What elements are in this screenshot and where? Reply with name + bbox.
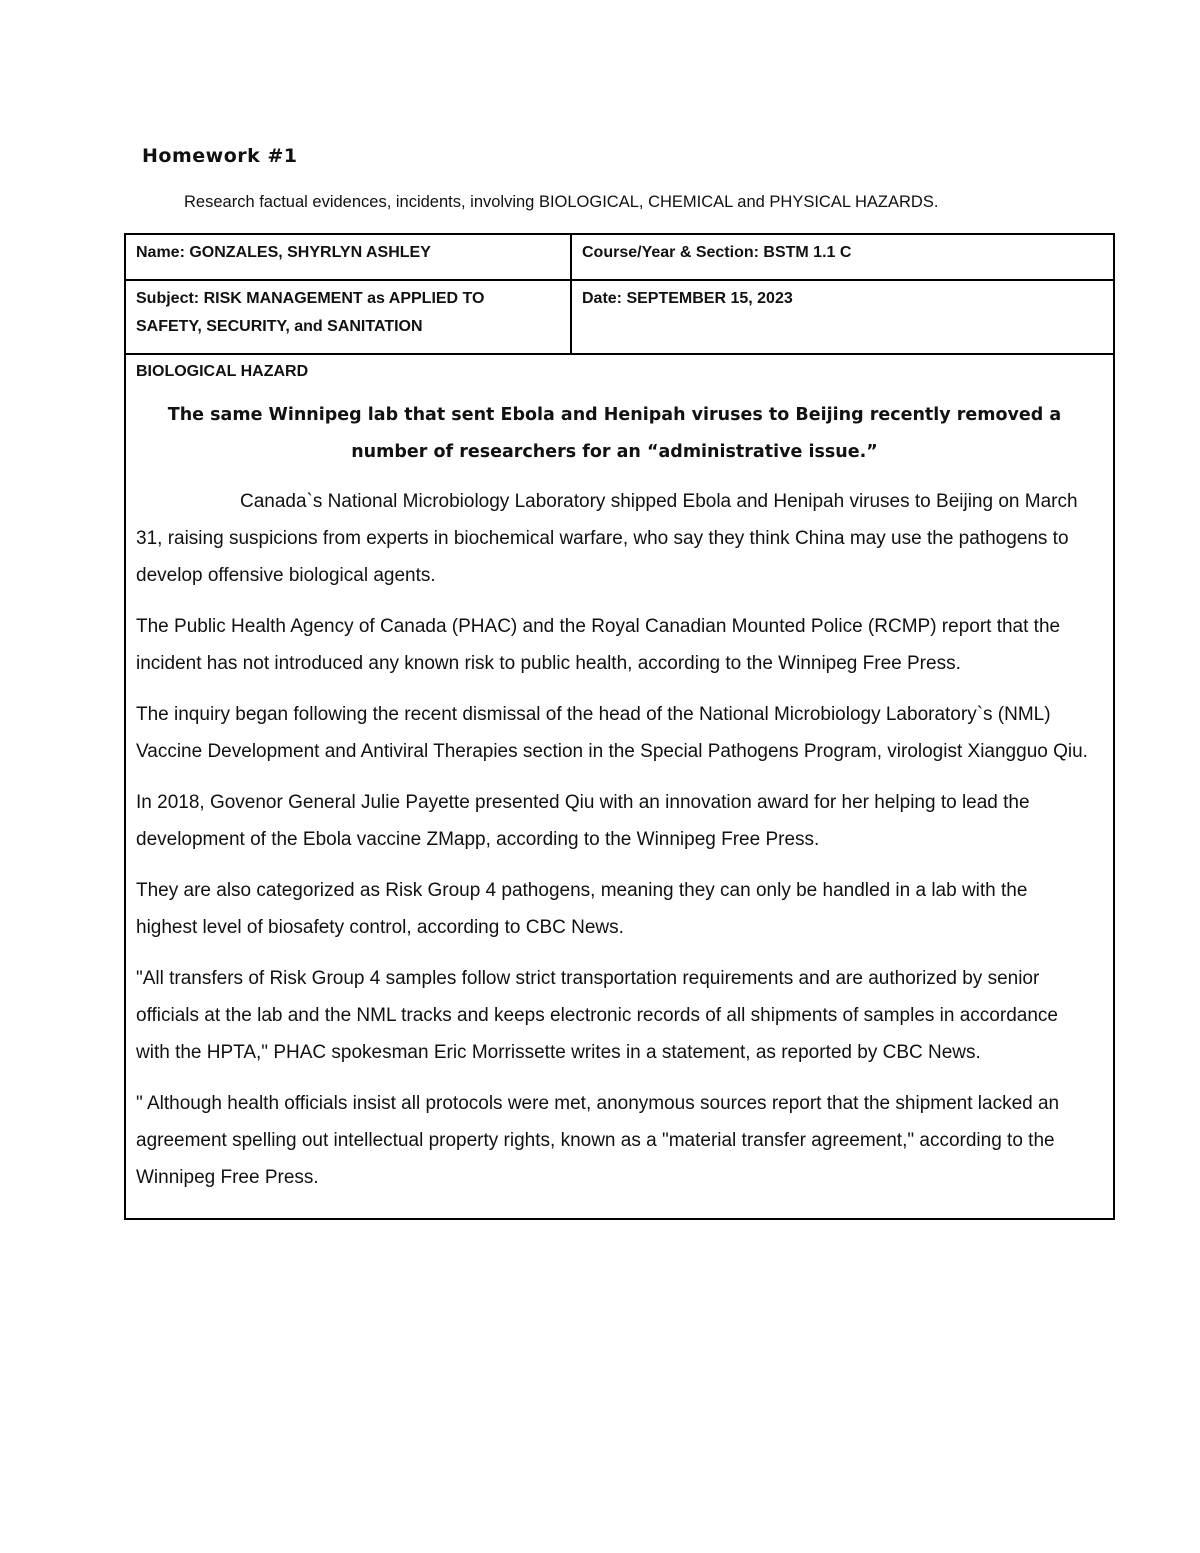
homework-form-table: [124, 233, 1115, 1220]
assignment-instruction: Research factual evidences, incidents, involving BIOLOGICAL, CHEMICAL and PHYSICAL HAZARDS.: [184, 193, 939, 211]
table-row: [125, 234, 1114, 280]
course-section-cell: Course/Year & Section: BSTM 1.1 C: [571, 234, 1114, 280]
subject-line-2: SAFETY, SECURITY, and SANITATION: [136, 318, 423, 335]
paragraph: " Although health officials insist all protocols were met, anonymous sources report that the shipment lacked an agreement spelling out intellectual property rights, known as a "material transfer agreement," according to the Winnipeg Free Press.: [136, 1093, 1060, 1188]
headline-line-1: The same Winnipeg lab that sent Ebola and Henipah viruses to Beijing recently removed a: [167, 405, 1062, 425]
paragraph: In 2018, Govenor General Julie Payette presented Qiu with an innovation award for her helping to lead the development of the Ebola vaccine ZMapp, according to the Winnipeg Free Press.: [136, 792, 1030, 850]
document-title: Homework #1: [142, 145, 298, 167]
paragraph: The inquiry began following the recent dismissal of the head of the National Microbiology Laboratory`s (NML) Vaccine Development and Antiviral Therapies section in the Special Pathogens Program, virologist Xiangguo Qiu.: [136, 704, 1088, 762]
hazard-content-cell: [125, 354, 1114, 1219]
paragraph: They are also categorized as Risk Group 4 pathogens, meaning they can only be handled in a lab with the highest level of biosafety control, according to CBC News.: [136, 880, 1028, 938]
paragraph: The Public Health Agency of Canada (PHAC) and the Royal Canadian Mounted Police (RCMP) report that the incident has not introduced any known risk to public health, according to the Winnipeg Free Press.: [136, 616, 1061, 674]
table-row: [125, 280, 1114, 354]
subject-cell: [125, 280, 571, 354]
student-name-cell: Name: GONZALES, SHYRLYN ASHLEY: [125, 234, 571, 280]
table-row: [125, 354, 1114, 1219]
section-heading: BIOLOGICAL HAZARD: [136, 363, 309, 380]
paragraph: Canada`s National Microbiology Laboratory shipped Ebola and Henipah viruses to Beijing on March 31, raising suspicions from experts in biochemical warfare, who say they think China may use the pathogens to develop offensive biological agents.: [136, 491, 1078, 586]
date-cell: Date: SEPTEMBER 15, 2023: [571, 280, 1114, 354]
article-headline: [136, 397, 1093, 471]
paragraph: "All transfers of Risk Group 4 samples follow strict transportation requirements and are authorized by senior officials at the lab and the NML tracks and keeps electronic records of all shipments of samples in accordance with the HPTA," PHAC spokesman Eric Morrissette writes in a statement, as reported by CBC News.: [136, 968, 1058, 1063]
headline-line-2: number of researchers for an “administrative issue.”: [351, 442, 878, 462]
subject-line-1: Subject: RISK MANAGEMENT as APPLIED TO: [136, 290, 485, 307]
